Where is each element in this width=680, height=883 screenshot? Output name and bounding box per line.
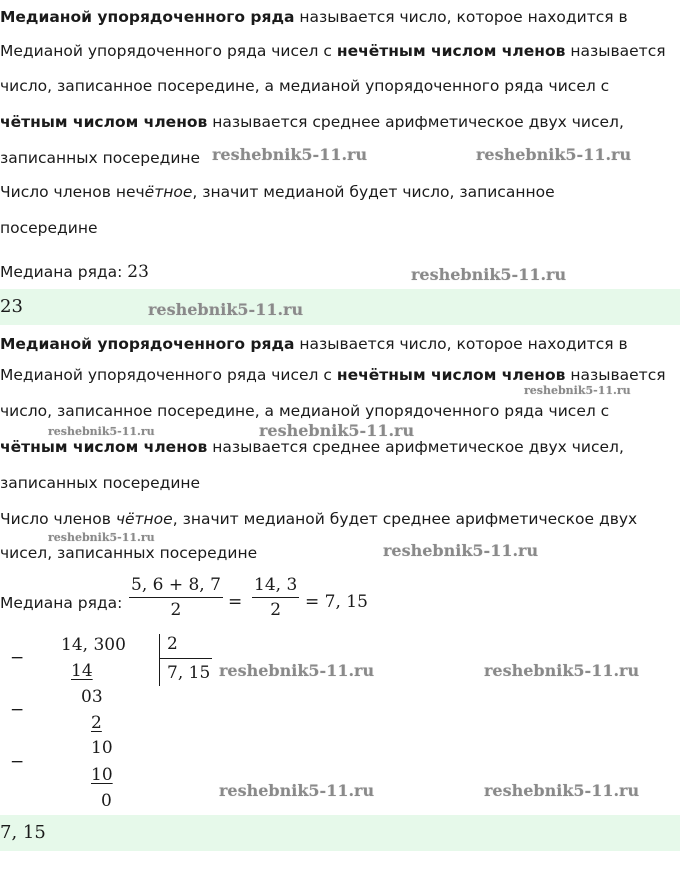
definition-text: называется среднее арифметическое двух чисел, xyxy=(207,113,624,131)
definition-line-2 xyxy=(0,41,666,61)
definition-text: Медианой упорядоченного ряда чисел с xyxy=(0,366,337,384)
definition-line-3: число, записанное посередине, а медианой упорядоченного ряда чисел с xyxy=(0,402,610,420)
reasoning-line-2: чисел, записанных посередине xyxy=(0,544,258,562)
watermark: reshebnik5-11.ru xyxy=(383,541,539,560)
median-fraction xyxy=(129,575,223,620)
watermark: reshebnik5-11.ru xyxy=(219,781,375,800)
dividend: 14, 300 xyxy=(61,635,126,655)
definition-text: Медианой упорядоченного ряда чисел с xyxy=(0,42,337,60)
definition-line-2 xyxy=(0,365,666,385)
minus-sign: − xyxy=(10,648,25,668)
reasoning-text: , значит медианой будет число, записанное xyxy=(192,183,555,201)
remainder-2: 10 xyxy=(91,738,113,758)
definition-term: нечётным числом членов xyxy=(336,366,566,384)
remainder-1: 03 xyxy=(81,687,103,707)
minus-sign: − xyxy=(10,752,25,772)
fraction-denominator: 2 xyxy=(170,600,182,620)
definition-term: Медианой упорядоченного ряда xyxy=(0,335,295,353)
subtrahend-2: 2 xyxy=(91,713,102,733)
watermark: reshebnik5-11.ru xyxy=(524,384,631,397)
reasoning-emphasis: ётное xyxy=(144,183,193,201)
definition-line-3: число, записанное посередине, а медианой упорядоченного ряда чисел с xyxy=(0,77,610,95)
watermark: reshebnik5-11.ru xyxy=(259,421,415,440)
median-value: 23 xyxy=(127,262,149,282)
median-label: Медиана ряда: xyxy=(0,263,128,281)
definition-line-1 xyxy=(0,334,628,354)
watermark: reshebnik5-11.ru xyxy=(411,265,567,284)
median-result: = 7, 15 xyxy=(305,592,368,612)
watermark: reshebnik5-11.ru xyxy=(48,425,155,438)
sum-fraction xyxy=(252,575,299,620)
reasoning-line-1 xyxy=(0,182,555,202)
definition-text: называется xyxy=(565,42,666,60)
definition-text: называется число, которое находится в xyxy=(294,335,628,353)
definition-term: Медианой упорядоченного ряда xyxy=(0,8,295,26)
answer-box-2 xyxy=(0,815,680,851)
median-label: Медиана ряда: xyxy=(0,594,123,612)
definition-line-5: записанных посередине xyxy=(0,474,201,492)
answer-value: 7, 15 xyxy=(0,822,46,843)
definition-line-4 xyxy=(0,112,624,132)
division-bar-horizontal xyxy=(160,658,212,659)
division-bar-vertical xyxy=(159,634,160,686)
watermark: reshebnik5-11.ru xyxy=(48,531,155,544)
watermark: reshebnik5-11.ru xyxy=(148,300,304,319)
reasoning-line-2: посередине xyxy=(0,219,98,237)
definition-term: чётным числом членов xyxy=(0,113,208,131)
definition-text: называется среднее арифметическое двух чисел, xyxy=(207,438,624,456)
definition-term: чётным числом членов xyxy=(0,438,208,456)
definition-term: нечётным числом членов xyxy=(336,42,566,60)
reasoning-line-1 xyxy=(0,509,637,529)
watermark: reshebnik5-11.ru xyxy=(484,781,640,800)
reasoning-emphasis: чётное xyxy=(115,510,173,528)
definition-line-1 xyxy=(0,7,628,27)
watermark: reshebnik5-11.ru xyxy=(476,145,632,164)
answer-box-1 xyxy=(0,289,680,325)
fraction-numerator: 5, 6 + 8, 7 xyxy=(129,575,223,598)
watermark: reshebnik5-11.ru xyxy=(219,661,375,680)
fraction-numerator: 14, 3 xyxy=(252,575,299,598)
definition-line-5: записанных посередине xyxy=(0,149,201,167)
reasoning-text: Число членов неч xyxy=(0,183,145,201)
answer-value: 23 xyxy=(0,296,23,317)
quotient: 7, 15 xyxy=(167,663,211,683)
equals-sign: = xyxy=(228,592,243,612)
reasoning-text: , значит медианой будет среднее арифметическое двух xyxy=(172,510,638,528)
remainder-3: 0 xyxy=(101,791,112,811)
median-line xyxy=(0,262,149,282)
watermark: reshebnik5-11.ru xyxy=(484,661,640,680)
definition-text: называется xyxy=(565,366,666,384)
subtrahend-3: 10 xyxy=(91,765,113,785)
minus-sign: − xyxy=(10,700,25,720)
watermark: reshebnik5-11.ru xyxy=(212,145,368,164)
divisor: 2 xyxy=(167,634,178,654)
definition-line-4 xyxy=(0,437,624,457)
subtrahend-1: 14 xyxy=(71,661,93,681)
reasoning-text: Число членов xyxy=(0,510,116,528)
fraction-denominator: 2 xyxy=(270,600,282,620)
definition-text: называется число, которое находится в xyxy=(294,8,628,26)
